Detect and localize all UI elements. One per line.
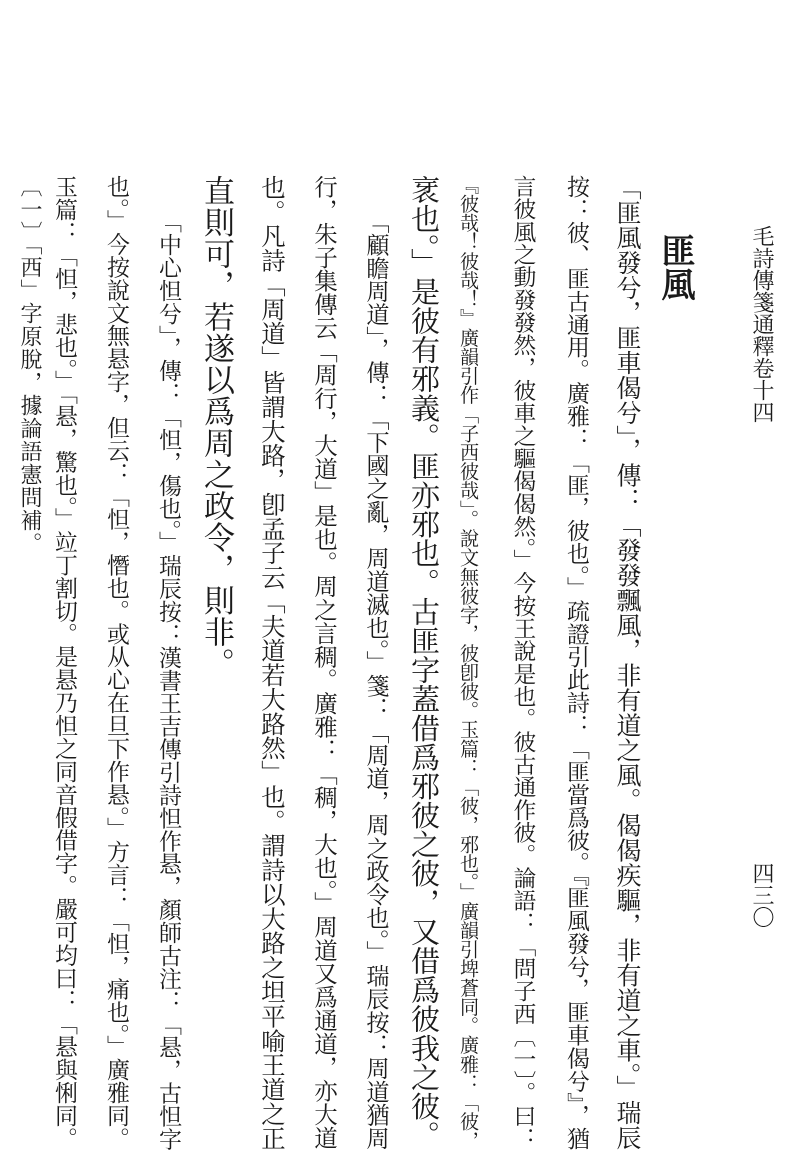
text-column: 也。」今按說文無悬字，但云：「怛，憯也。或从心在旦下作悬。」方言：「怛，痛也。」廣雅同。 (103, 175, 129, 1150)
page-number: 四三〇 (749, 862, 774, 928)
text-column: 直則可，若遂以爲周之政令，則非。 (198, 175, 234, 679)
text-column: 按：彼、匪古通用。廣雅：「匪，彼也。」疏證引此詩：「匪當爲彼。『匪風發兮，匪車偈兮』，猶 (563, 175, 589, 1150)
text-column: 玉篇：「怛，悲也。」「悬，驚也。」竝丁割切。是悬乃怛之同音假借字。嚴可均曰：「悬與悧同。 (51, 175, 77, 1150)
text-column: 「顧瞻周道」，傳：「下國之亂，周道滅也。」箋：「周道，周之政令也。」瑞辰按：周道猶周 (362, 210, 389, 1150)
text-column: 也。凡詩「周道」皆謂大路，卽孟子云「夫道若大路然」也。謂詩以大路之坦平喻王道之正 (257, 175, 286, 1151)
text-column: 「匪風發兮，匪車偈兮」，傳：「發發飄風，非有道之風。偈偈疾驅，非有道之車。」瑞辰 (613, 175, 642, 1150)
running-title: 毛詩傳箋通釋卷十四 (749, 225, 774, 423)
text-column: 行，朱子集傳云「周行，大道」是也。周之言稠。廣雅：「稠，大也。」周道又爲通道，亦大道 (310, 175, 338, 1150)
text-column: 『彼哉！彼哉！』廣韻引作「子西彼哉」。說文無彼字，彼卽彼。玉篇：「彼，邪也。」廣韻引埤蒼同。廣雅：「彼， (457, 175, 480, 1151)
text-column: 言彼風之動發發然，彼車之驅偈偈然。」今按王說是也。彼古通作彼。論語：「問子西〔一〕。曰： (510, 175, 536, 1150)
text-column: 衺也。」是彼有邪義。匪亦邪也。古匪字蓋借爲邪彼之彼，又借爲彼我之彼。 (407, 175, 441, 1150)
footnote: 〔一〕「西」字原脫，據論語憲問補。 (17, 175, 42, 555)
text-column: 「中心怛兮」，傳：「怛，傷也。」瑞辰按：漢書王吉傳引詩怛作悬，顏師古注：「悬，古怛字 (155, 210, 181, 1151)
section-title: 匪風 (655, 233, 695, 301)
